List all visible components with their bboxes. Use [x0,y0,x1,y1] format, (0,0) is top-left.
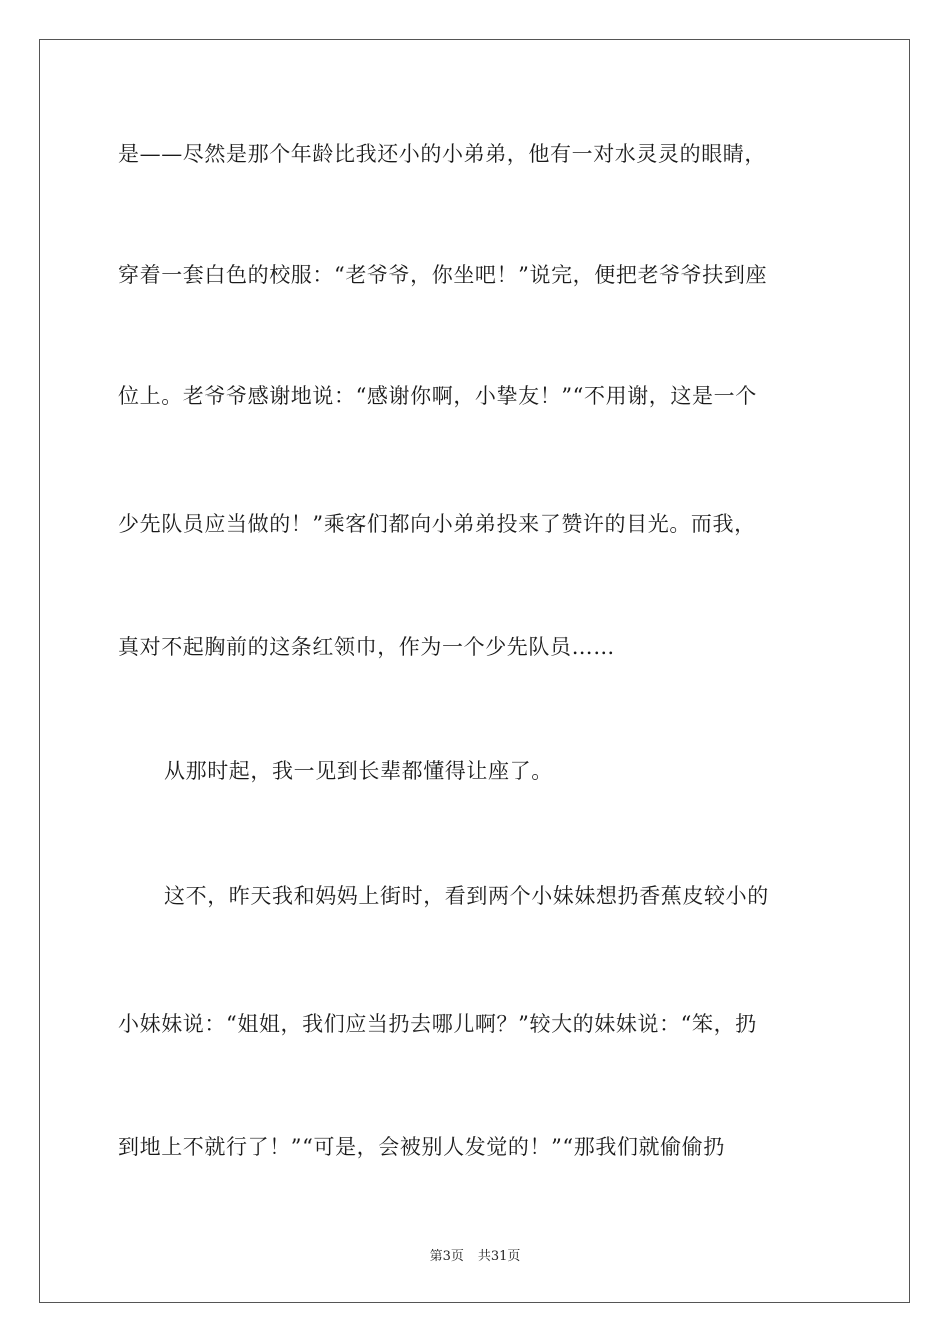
text-line: 位上。老爷爷感谢地说：“感谢你啊，小挚友！”“不用谢，这是一个 [118,384,757,408]
text-line: 真对不起胸前的这条红领巾，作为一个少先队员…… [118,635,615,659]
text-line: 穿着一套白色的校服：“老爷爷，你坐吧！”说完，便把老爷爷扶到座 [118,263,768,287]
paragraph-first-line: 从那时起，我一见到长辈都懂得让座了。 [164,759,553,783]
text-line: 小妹妹说：“姐姐，我们应当扔去哪儿啊？”较大的妹妹说：“笨，扔 [118,1012,757,1036]
page-border [39,39,910,1303]
page-number: 第3页 [429,1249,464,1264]
page-footer [0,1248,950,1266]
paragraph-first-line: 这不，昨天我和妈妈上街时，看到两个小妹妹想扔香蕉皮较小的 [164,884,769,908]
page-total: 共31页 [477,1249,521,1264]
text-line: 少先队员应当做的！”乘客们都向小弟弟投来了赞许的目光。而我， [118,512,756,536]
text-line: 是——尽然是那个年龄比我还小的小弟弟，他有一对水灵灵的眼睛， [118,142,766,166]
text-line: 到地上不就行了！”“可是，会被别人发觉的！”“那我们就偷偷扔 [118,1135,725,1159]
